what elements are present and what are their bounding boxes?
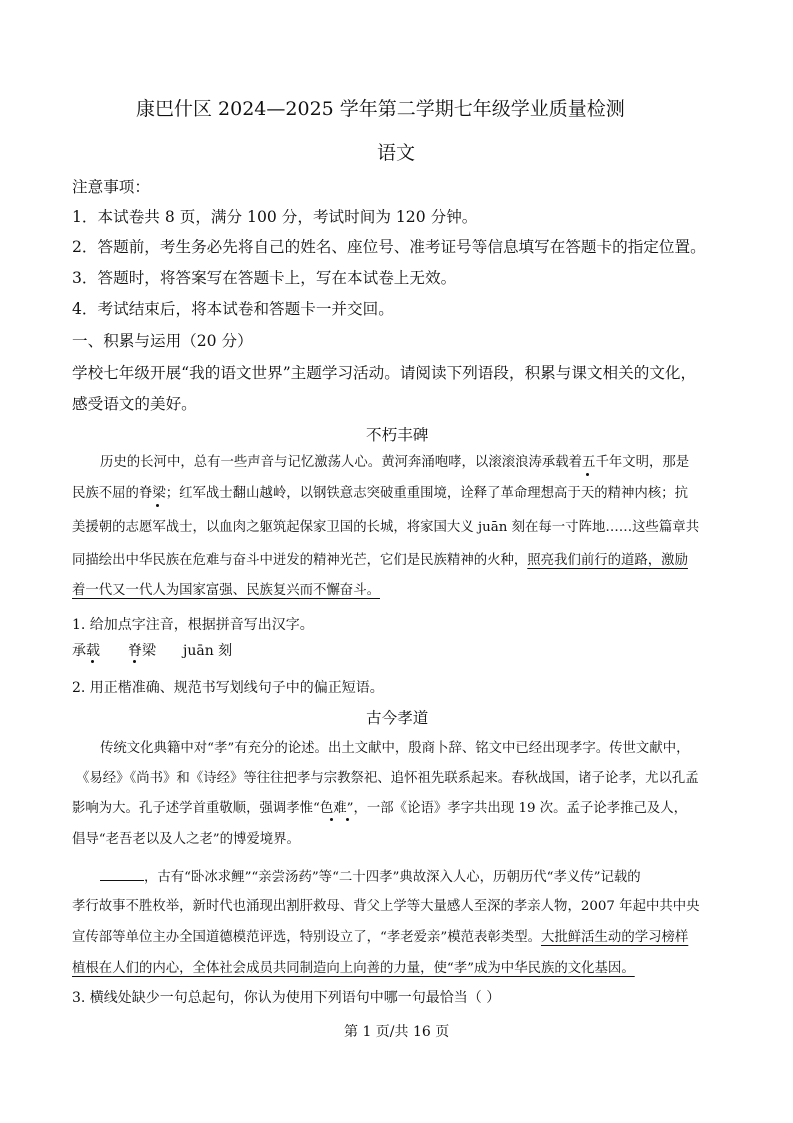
section-intro-line-2: 感受语文的美好。 — [72, 395, 197, 413]
passage-line: 影响为大。孔子述学首重敬顺，强调孝惟“色难”，一部《论语》孝字共出现 19 次。孟子论孝推己及人， — [72, 801, 688, 816]
passage-line: 孝行故事不胜枚举，新时代也涌现出割肝救母、背父上学等大量感人至深的孝亲人物，2007 年起中共中央 — [72, 899, 700, 914]
passage-line: 《易经》《尚书》和《诗经》等往往把孝与宗教祭祀、追怀祖先联系起来。春秋战国，诸子论孝，尤以孔孟 — [76, 771, 699, 786]
emphasis-dot — [133, 660, 136, 663]
subject-title: 语文 — [377, 142, 416, 164]
question-1: 1. 给加点字注音，根据拼音写出汉字。 — [72, 617, 314, 633]
notes-item-3: 3．答题时，将答案写在答题卡上，写在本试卷上无效。 — [72, 269, 457, 287]
question-1-item: 承载 — [72, 643, 100, 659]
notes-item-4: 4．考试结束后，将本试卷和答题卡一并交回。 — [72, 300, 394, 318]
passage-title: 不朽丰碑 — [366, 426, 429, 444]
emphasis-dot — [330, 818, 333, 821]
question-1-item: 脊梁 — [128, 643, 156, 659]
passage-text: ，古有“卧冰求鲤”“亲尝汤药”等“二十四孝”典故深入人心，历朝历代“孝义传”记载的 — [144, 870, 641, 885]
notes-heading: 注意事项： — [72, 178, 150, 196]
passage-line — [100, 866, 641, 884]
question-2: 2. 用正楷准确、规范书写划线句子中的偏正短语。 — [72, 680, 384, 696]
section-heading: 一、积累与运用（20 分） — [72, 332, 253, 350]
page-number: 第 1 页/共 16 页 — [344, 1024, 450, 1040]
passage-text: 同描绘出中华民族在危难与奋斗中迸发的精神光芒，它们是民族精神的火种， — [72, 553, 528, 568]
notes-item-2: 2．答题前，考生务必先将自己的姓名、座位号、准考证号等信息填写在答题卡的指定位置。 — [72, 238, 706, 256]
question-3: 3. 横线处缺少一句总起句，你认为使用下列语句中哪一句最恰当（ ） — [72, 990, 501, 1006]
emphasis-dot — [346, 818, 349, 821]
passage-line — [72, 554, 688, 567]
notes-item-1: 1．本试卷共 8 页，满分 100 分，考试时间为 120 分钟。 — [72, 208, 478, 226]
fill-blank[interactable] — [100, 866, 144, 881]
passage-text: 宣传部等单位主办全国道德模范评选，特别设立了，“孝老爱亲”模范表彰类型。 — [72, 930, 541, 945]
emphasis-dot — [586, 473, 589, 476]
emphasis-dot — [91, 660, 94, 663]
passage-title: 古今孝道 — [366, 709, 429, 727]
passage-line: 美援朝的志愿军战士，以血肉之躯筑起保家卫国的长城，将家国大义 juān 刻在每一寸阵地……这些篇章共 — [72, 520, 700, 535]
emphasis-dot — [156, 504, 159, 507]
passage-line — [72, 931, 688, 944]
passage-line: 历史的长河中，总有一些声音与记忆激荡人心。黄河奔涌咆哮，以滚滚浪涛承载着五千年文明，那是 — [100, 455, 690, 470]
passage-line: 倡导“老吾老以及人之老”的博爱境界。 — [72, 832, 300, 847]
exam-title: 康巴什区 2024—2025 学年第二学期七年级学业质量检测 — [136, 98, 625, 120]
underlined-sentence: 照亮我们前行的道路，激励 — [527, 553, 688, 568]
underlined-sentence: 大批鲜活生动的学习榜样 — [540, 930, 689, 945]
underlined-sentence: 着一代又一代人为国家富强、民族复兴而不懈奋斗。 — [72, 583, 380, 598]
underlined-sentence: 植根在人们的内心，全体社会成员共同制造向上向善的力量，使“孝”成为中华民族的文化基因。 — [72, 961, 635, 976]
section-intro-line-1: 学校七年级开展“我的语文世界”主题学习活动。请阅读下列语段，积累与课文相关的文化， — [72, 364, 697, 382]
passage-line: 传统文化典籍中对“孝”有充分的论述。出土文献中，殷商卜辞、铭文中已经出现孝字。传世文献中， — [100, 741, 690, 756]
passage-line: 民族不屈的脊梁；红军战士翻山越岭，以钢铁意志突破重重围境，诠释了革命理想高于天的精神内核；抗 — [72, 486, 688, 501]
question-1-item: juān 刻 — [183, 643, 233, 659]
